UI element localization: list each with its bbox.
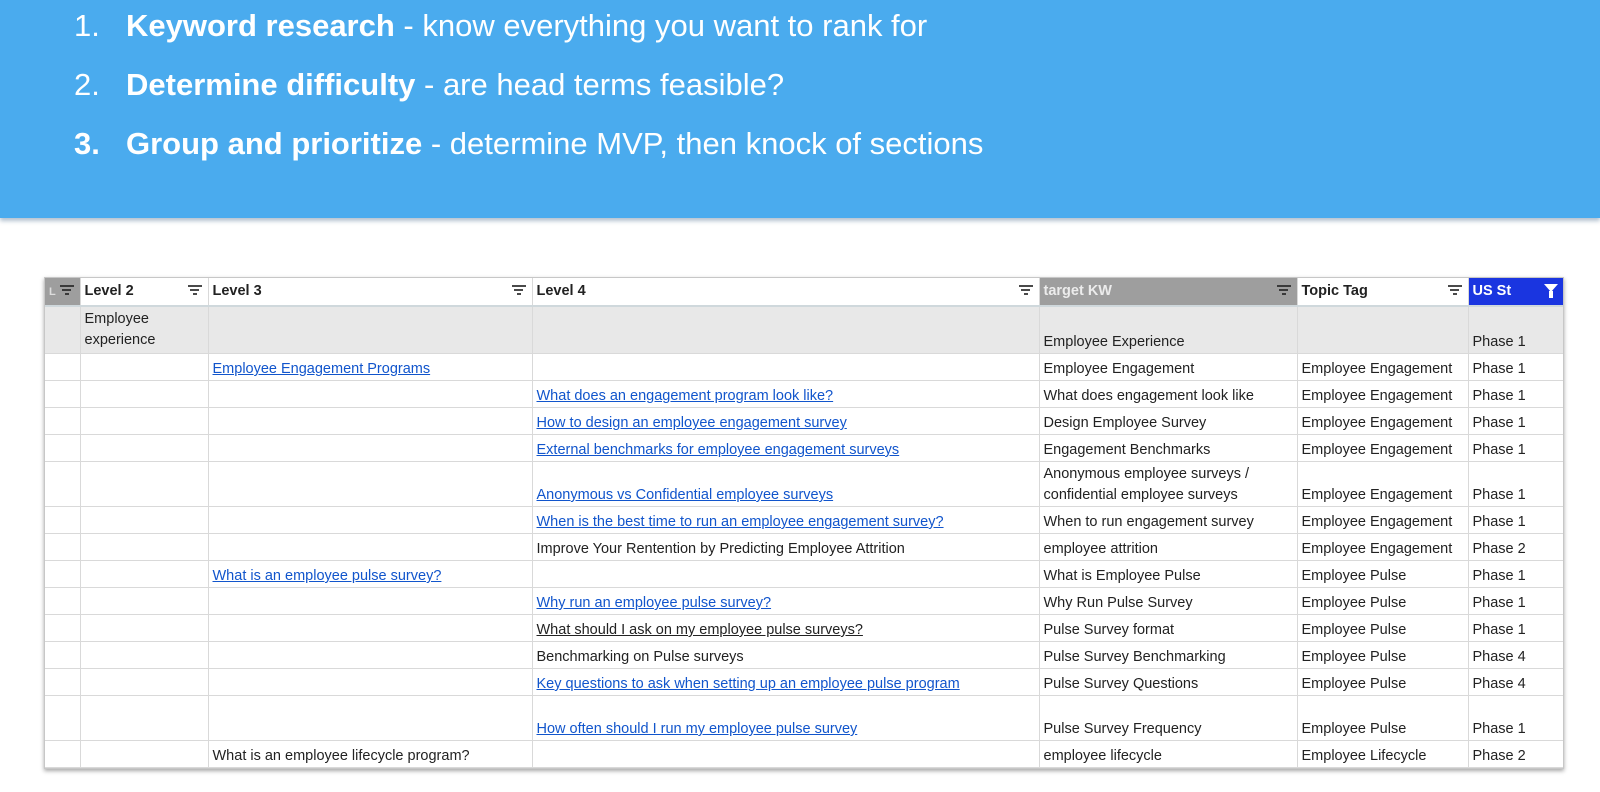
cell-level3[interactable] — [208, 354, 532, 381]
level4-link[interactable]: How to design an employee engagement survey — [536, 415, 847, 431]
cell-level3[interactable] — [208, 588, 532, 615]
cell-level3[interactable] — [208, 669, 532, 696]
cell[interactable] — [45, 381, 80, 408]
cell-target-kw[interactable]: Engagement Benchmarks — [1039, 435, 1297, 462]
cell-level3[interactable] — [208, 642, 532, 669]
cell-level2[interactable] — [80, 507, 208, 534]
cell-phase[interactable]: Phase 1 — [1468, 408, 1563, 435]
cell[interactable] — [45, 354, 80, 381]
cell-phase[interactable]: Phase 1 — [1468, 435, 1563, 462]
cell[interactable] — [45, 507, 80, 534]
table-row — [45, 381, 1563, 408]
cell[interactable] — [45, 741, 80, 768]
cell-level4[interactable] — [532, 669, 1039, 696]
cell-target-kw[interactable]: What is Employee Pulse — [1039, 561, 1297, 588]
cell-level2[interactable] — [80, 462, 208, 507]
bullet-number: 2. — [74, 67, 100, 102]
cell-level4[interactable] — [532, 435, 1039, 462]
cell-level3[interactable] — [208, 561, 532, 588]
cell-level4[interactable] — [532, 462, 1039, 507]
cell-level2[interactable] — [80, 588, 208, 615]
table-row — [45, 669, 1563, 696]
cell[interactable] — [45, 669, 80, 696]
cell-level3[interactable] — [208, 462, 532, 507]
cell-phase[interactable]: Phase 1 — [1468, 588, 1563, 615]
cell-topic-tag[interactable]: Employee Engagement — [1297, 534, 1468, 561]
bullet-list — [74, 5, 983, 182]
filter-icon[interactable] — [1277, 285, 1291, 295]
cell[interactable] — [45, 696, 80, 741]
bullet-bold: Keyword research — [126, 8, 395, 43]
cell-phase[interactable]: Phase 4 — [1468, 642, 1563, 669]
level3-link[interactable]: Employee Engagement Programs — [212, 361, 431, 377]
bullet-bold: Group and prioritize — [126, 126, 423, 161]
bullet-rest: - know everything you want to rank for — [394, 8, 928, 43]
bullet-item — [74, 5, 983, 64]
filter-icon[interactable] — [60, 285, 74, 295]
table-row — [45, 741, 1563, 768]
cell-level2[interactable] — [80, 381, 208, 408]
cell-level4[interactable] — [532, 696, 1039, 741]
cell-target-kw[interactable]: Why Run Pulse Survey — [1039, 588, 1297, 615]
cell-phase[interactable]: Phase 2 — [1468, 534, 1563, 561]
cell[interactable] — [532, 306, 1039, 354]
cell[interactable] — [208, 306, 532, 354]
cell-phase[interactable]: Phase 4 — [1468, 669, 1563, 696]
cell-level3[interactable] — [208, 435, 532, 462]
cell[interactable] — [45, 534, 80, 561]
cell-topic-tag[interactable]: Employee Pulse — [1297, 588, 1468, 615]
cell-phase[interactable]: Phase 1 — [1468, 507, 1563, 534]
cell[interactable] — [45, 462, 80, 507]
cell-level2[interactable] — [80, 354, 208, 381]
bullet-number: 3. — [74, 126, 100, 161]
cell-level4[interactable]: Benchmarking on Pulse surveys — [532, 642, 1039, 669]
cell-level4[interactable] — [532, 408, 1039, 435]
column-header-us-st[interactable]: US St — [1468, 278, 1563, 306]
cell-level4[interactable] — [532, 741, 1039, 768]
cell-topic-tag[interactable]: Employee Engagement — [1297, 381, 1468, 408]
column-header-level4[interactable]: Level 4 — [532, 278, 1039, 306]
level4-text: What should I ask on my employee pulse surveys? — [536, 622, 863, 638]
cell-level2[interactable] — [80, 408, 208, 435]
cell-phase[interactable]: Phase 2 — [1468, 741, 1563, 768]
cell-phase[interactable]: Phase 1 — [1468, 696, 1563, 741]
cell-target-kw[interactable]: employee lifecycle — [1039, 741, 1297, 768]
cell-level4[interactable] — [532, 588, 1039, 615]
table-row — [45, 696, 1563, 741]
cell[interactable] — [1297, 306, 1468, 354]
cell-level4[interactable]: Improve Your Rentention by Predicting Employee Attrition — [532, 534, 1039, 561]
cell-target-kw[interactable]: Pulse Survey Benchmarking — [1039, 642, 1297, 669]
cell-level2[interactable] — [80, 741, 208, 768]
cell-level3[interactable] — [208, 696, 532, 741]
table-row — [45, 408, 1563, 435]
cell-topic-tag[interactable]: Employee Engagement — [1297, 354, 1468, 381]
cell-topic-tag[interactable]: Employee Pulse — [1297, 561, 1468, 588]
cell-target-kw[interactable]: Employee Experience — [1039, 306, 1297, 354]
cell-level2[interactable] — [80, 561, 208, 588]
keyword-table — [45, 278, 1563, 768]
cell-target-kw[interactable]: What does engagement look like — [1039, 381, 1297, 408]
cell-level2[interactable] — [80, 642, 208, 669]
cell-level2[interactable] — [80, 696, 208, 741]
bullet-number: 1. — [74, 8, 100, 43]
table-body — [45, 354, 1563, 768]
cell-level2[interactable]: Employee experience — [80, 306, 208, 354]
cell-target-kw[interactable]: Anonymous employee surveys / confidential employee surveys — [1039, 462, 1297, 507]
cell-topic-tag[interactable]: Employee Pulse — [1297, 642, 1468, 669]
cell-target-kw[interactable]: When to run engagement survey — [1039, 507, 1297, 534]
filter-icon[interactable] — [512, 285, 526, 295]
cell-topic-tag[interactable]: Employee Pulse — [1297, 669, 1468, 696]
cell-phase[interactable]: Phase 1 — [1468, 462, 1563, 507]
level4-link[interactable]: What does an engagement program look like? — [536, 388, 834, 404]
level4-link[interactable]: How often should I run my employee pulse survey — [536, 721, 858, 737]
table-row — [45, 435, 1563, 462]
cell-level3[interactable] — [208, 408, 532, 435]
table-row — [45, 615, 1563, 642]
bullet-rest: - are head terms feasible? — [415, 67, 785, 102]
table-row — [45, 534, 1563, 561]
bullet-item — [74, 123, 983, 182]
filter-active-icon[interactable] — [1544, 284, 1558, 292]
cell-target-kw[interactable]: employee attrition — [1039, 534, 1297, 561]
cell-level4[interactable] — [532, 354, 1039, 381]
cell-level4[interactable] — [532, 561, 1039, 588]
cell[interactable] — [45, 642, 80, 669]
level3-link[interactable]: What is an employee pulse survey? — [212, 568, 442, 584]
cell-phase[interactable]: Phase 1 — [1468, 561, 1563, 588]
filter-icon[interactable] — [188, 285, 202, 295]
cell-target-kw[interactable]: Pulse Survey Frequency — [1039, 696, 1297, 741]
column-header-stub[interactable]: L — [45, 278, 80, 306]
cell-target-kw[interactable]: Pulse Survey Questions — [1039, 669, 1297, 696]
cell-phase[interactable]: Phase 1 — [1468, 306, 1563, 354]
cell[interactable] — [45, 435, 80, 462]
slide-banner — [0, 0, 1600, 218]
cell-level3[interactable] — [208, 534, 532, 561]
cell[interactable] — [45, 306, 80, 354]
table-row — [45, 588, 1563, 615]
cell[interactable] — [45, 561, 80, 588]
cell-level2[interactable] — [80, 669, 208, 696]
cell[interactable] — [45, 408, 80, 435]
cell[interactable] — [45, 588, 80, 615]
cell-level2[interactable] — [80, 615, 208, 642]
cell-level2[interactable] — [80, 534, 208, 561]
column-header-level3[interactable]: Level 3 — [208, 278, 532, 306]
cell-target-kw[interactable]: Employee Engagement — [1039, 354, 1297, 381]
level4-link[interactable]: Anonymous vs Confidential employee surveys — [536, 487, 834, 503]
level4-link[interactable]: Key questions to ask when setting up an employee pulse program — [536, 676, 960, 692]
cell-topic-tag[interactable]: Employee Engagement — [1297, 507, 1468, 534]
level4-link[interactable]: When is the best time to run an employee engagement survey? — [536, 514, 944, 530]
cell-phase[interactable]: Phase 1 — [1468, 615, 1563, 642]
cell-topic-tag[interactable]: Employee Engagement — [1297, 408, 1468, 435]
cell[interactable] — [45, 615, 80, 642]
table-row — [45, 561, 1563, 588]
cell-phase[interactable]: Phase 1 — [1468, 381, 1563, 408]
table-row — [45, 642, 1563, 669]
cell-level3[interactable]: What is an employee lifecycle program? — [208, 741, 532, 768]
table-row — [45, 462, 1563, 507]
cell-level3[interactable] — [208, 381, 532, 408]
filter-icon[interactable] — [1448, 285, 1462, 295]
cell-phase[interactable]: Phase 1 — [1468, 354, 1563, 381]
cell-level3[interactable] — [208, 615, 532, 642]
cell-level3[interactable] — [208, 507, 532, 534]
cell-level4[interactable] — [532, 615, 1039, 642]
cell-level4[interactable] — [532, 507, 1039, 534]
cell-target-kw[interactable]: Pulse Survey format — [1039, 615, 1297, 642]
column-header-target-kw[interactable]: target KW — [1039, 278, 1297, 306]
column-header-level2[interactable]: Level 2 — [80, 278, 208, 306]
table-row — [45, 354, 1563, 381]
level4-link[interactable]: External benchmarks for employee engagement surveys — [536, 442, 900, 458]
table-row — [45, 507, 1563, 534]
cell-topic-tag[interactable]: Employee Engagement — [1297, 435, 1468, 462]
cell-topic-tag[interactable]: Employee Lifecycle — [1297, 741, 1468, 768]
level4-link[interactable]: Why run an employee pulse survey? — [536, 595, 772, 611]
cell-level2[interactable] — [80, 435, 208, 462]
spreadsheet — [44, 277, 1564, 769]
bullet-item — [74, 64, 983, 123]
cell-topic-tag[interactable]: Employee Pulse — [1297, 615, 1468, 642]
bullet-rest: - determine MVP, then knock of sections — [422, 126, 984, 161]
cell-topic-tag[interactable]: Employee Engagement — [1297, 462, 1468, 507]
column-header-topic-tag[interactable]: Topic Tag — [1297, 278, 1468, 306]
filter-icon[interactable] — [1019, 285, 1033, 295]
cell-level4[interactable] — [532, 381, 1039, 408]
group-row — [45, 306, 1563, 354]
cell-topic-tag[interactable]: Employee Pulse — [1297, 696, 1468, 741]
cell-target-kw[interactable]: Design Employee Survey — [1039, 408, 1297, 435]
bullet-bold: Determine difficulty — [126, 67, 416, 102]
header-row — [45, 278, 1563, 306]
